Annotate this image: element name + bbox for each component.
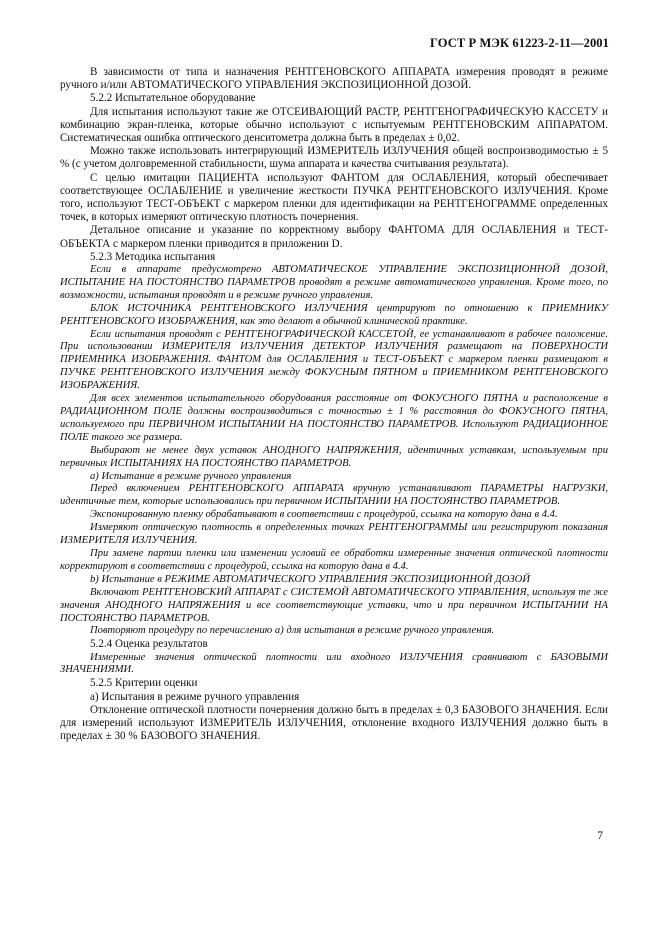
running-header: ГОСТ Р МЭК 61223-2-11—2001	[430, 36, 609, 50]
paragraph: Можно также использовать интегрирующий ИЗМЕРИТЕЛЬ ИЗЛУЧЕНИЯ общей воспроизводимостью ± 5 % (с учетом долговременной стабильности, шума аппарата и качества считывания результата).	[60, 145, 608, 171]
paragraph: Экспонированную пленку обрабатывают в соответствии с процедурой, ссылка на которую дана в 4.4.	[90, 509, 558, 521]
paragraph: В зависимости от типа и назначения РЕНТГЕНОВСКОГО АППАРАТА измерения проводят в режиме ручного и/или АВТОМАТИЧЕСКОГО УПРАВЛЕНИЯ ЭКСПОЗИЦИОННОЙ ДОЗОЙ.	[60, 66, 608, 92]
subsection-heading: а) Испытания в режиме ручного управления	[90, 690, 300, 703]
section-heading: 5.2.4 Оценка результатов	[90, 638, 208, 651]
subsection-heading: а) Испытание в режиме ручного управления	[90, 470, 292, 482]
paragraph: Если испытания проводят с РЕНТГЕНОГРАФИЧЕСКОЙ КАССЕТОЙ, ее устанавливают в рабочее положение. При использовании ИЗМЕРИТЕЛЯ ИЗЛУЧЕНИЯ ДЕТЕКТОР ИЗЛУЧЕНИЯ размещают на ПОВЕРХНОСТИ ПРИЕМНИКА ИЗОБРАЖЕНИЯ. ФАНТОМ для ОСЛАБЛЕНИЯ и ТЕСТ-ОБЪЕКТ с маркером пленки размещают в ПУЧКЕ РЕНТГЕНОВСКОГО ИЗЛУЧЕНИЯ между ФОКУСНЫМ ПЯТНОМ и ПРИЕМНИКОМ РЕНТГЕНОВСКОГО ИЗОБРАЖЕНИЯ.	[60, 328, 608, 392]
section-heading: 5.2.2 Испытательное оборудование	[90, 92, 256, 105]
paragraph: При замене партии пленки или изменении условий ее обработки измеренные значения оптической плотности корректируют в соответствии с процедурой, ссылка на которую дана в 4.4.	[60, 547, 608, 572]
paragraph: Для всех элементов испытательного оборудования расстояние от ФОКУСНОГО ПЯТНА и расположение в РАДИАЦИОННОМ ПОЛЕ должны воспроизводиться с точностью ± 1 % расстояния до ФОКУСНОГО ПЯТНА, используемого при ПЕРВИЧНОМ ИСПЫТАНИИ НА ПОСТОЯНСТВО ПАРАМЕТРОВ. Используют РАДИАЦИОННОЕ ПОЛЕ такого же размера.	[60, 393, 608, 443]
paragraph: БЛОК ИСТОЧНИКА РЕНТГЕНОВСКОГО ИЗЛУЧЕНИЯ центрируют по отношению к ПРИЕМНИКУ РЕНТГЕНОВСКОГО ИЗОБРАЖЕНИЯ, как это делают в обычной клинической практике.	[60, 302, 608, 327]
section-heading: 5.2.3 Методика испытания	[90, 250, 216, 263]
paragraph: Выбирают не менее двух уставок АНОДНОГО НАПРЯЖЕНИЯ, идентичных уставкам, используемым при первичных ИСПЫТАНИЯХ НА ПОСТОЯНСТВО ПАРАМЕТРОВ.	[60, 444, 608, 469]
paragraph: Для испытания используют такие же ОТСЕИВАЮЩИЙ РАСТР, РЕНТГЕНОГРАФИЧЕСКУЮ КАССЕТУ и комбинацию экран-пленка, которые обычно используют с испытуемым РЕНТГЕНОВСКИМ АППАРАТОМ. Систематическая ошибка оптического денситометра должна быть в пределах ± 0,02.	[60, 105, 608, 145]
section-heading: 5.2.5 Критерии оценки	[90, 677, 198, 690]
subsection-heading: b) Испытание в РЕЖИМЕ АВТОМАТИЧЕСКОГО УПРАВЛЕНИЯ ЭКСПОЗИЦИОННОЙ ДОЗОЙ	[90, 573, 530, 585]
paragraph: Детальное описание и указание по корректному выбору ФАНТОМА ДЛЯ ОСЛАБЛЕНИЯ и ТЕСТ-ОБЪЕКТА с маркером пленки приводится в приложении D.	[60, 224, 608, 250]
page-number: 7	[597, 830, 603, 842]
paragraph: С целью имитации ПАЦИЕНТА используют ФАНТОМ для ОСЛАБЛЕНИЯ, который обеспечивает соответствующее ОСЛАБЛЕНИЕ и увеличение жесткости ПУЧКА РЕНТГЕНОВСКОГО ИЗЛУЧЕНИЯ. Кроме того, используют ТЕСТ-ОБЪЕКТ с маркером пленки для идентификации на РЕНТГЕНОГРАММЕ определенных точек, в которых измеряют оптическую плотность почернения.	[60, 171, 608, 224]
paragraph: Повторяют процедуру по перечислению а) для испытания в режиме ручного управления.	[90, 625, 495, 637]
paragraph: Включают РЕНТГЕНОВСКИЙ АППАРАТ с СИСТЕМОЙ АВТОМАТИЧЕСКОГО УПРАВЛЕНИЯ, используя те же значения АНОДНОГО НАПРЯЖЕНИЯ и все соответствующие уставки, что и при первичном ИСПЫТАНИИ НА ПОСТОЯНСТВО ПАРАМЕТРОВ.	[60, 586, 608, 624]
paragraph: Отклонение оптической плотности почернения должно быть в пределах ± 0,3 БАЗОВОГО ЗНАЧЕНИЯ. Если для измерений используют ИЗМЕРИТЕЛЬ ИЗЛУЧЕНИЯ, отклонение входного ИЗЛУЧЕНИЯ должно быть в пределах ± 30 % БАЗОВОГО ЗНАЧЕНИЯ.	[60, 703, 608, 743]
paragraph: Если в аппарате предусмотрено АВТОМАТИЧЕСКОЕ УПРАВЛЕНИЕ ЭКСПОЗИЦИОННОЙ ДОЗОЙ, ИСПЫТАНИЕ НА ПОСТОЯНСТВО ПАРАМЕТРОВ проводят в режиме автоматического управления. Кроме того, по возможности, испытания проводят и в режиме ручного управления.	[60, 264, 608, 301]
paragraph: Измеряют оптическую плотность в определенных точках РЕНТГЕНОГРАММЫ или регистрируют показания ИЗМЕРИТЕЛЯ ИЗЛУЧЕНИЯ.	[60, 522, 608, 547]
document-body	[60, 66, 608, 743]
paragraph: Измеренные значения оптической плотности или входного ИЗЛУЧЕНИЯ сравнивают с БАЗОВЫМИ ЗНАЧЕНИЯМИ.	[60, 651, 608, 676]
paragraph: Перед включением РЕНТГЕНОВСКОГО АППАРАТА вручную устанавливают ПАРАМЕТРЫ НАГРУЗКИ, идентичные тем, которые использовались при первичном ИСПЫТАНИИ НА ПОСТОЯНСТВО ПАРАМЕТРОВ.	[60, 483, 608, 508]
